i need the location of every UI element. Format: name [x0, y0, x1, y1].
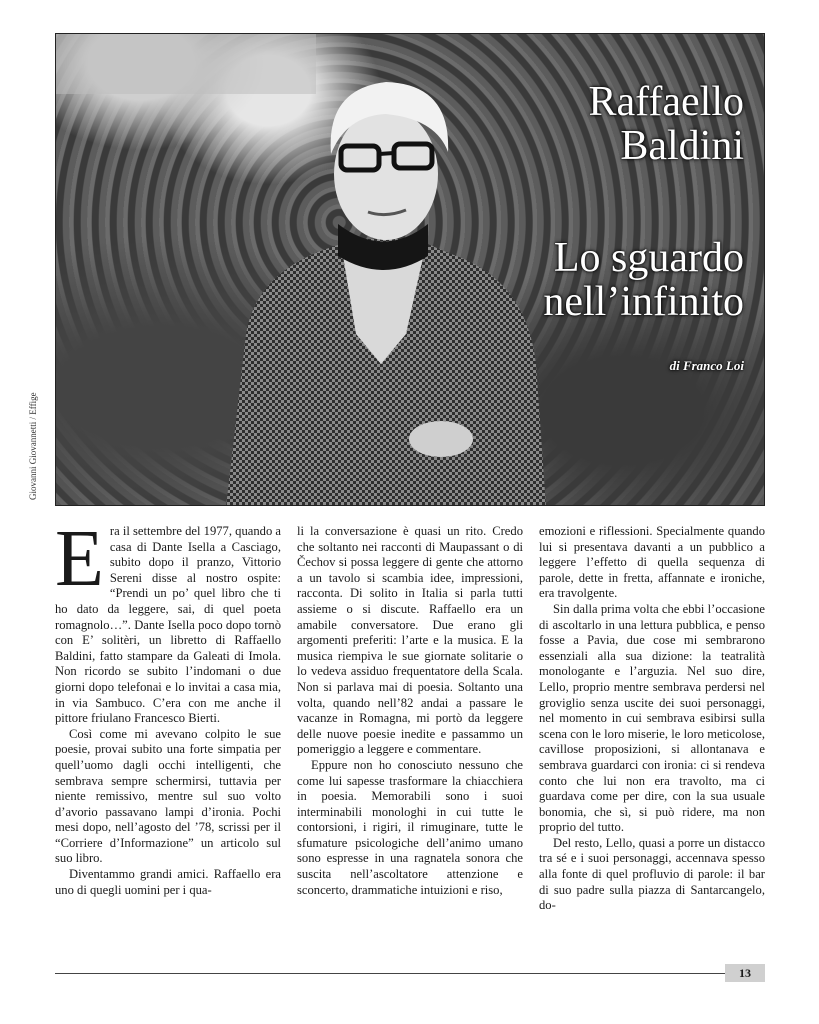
article-column-2 [297, 524, 523, 914]
paragraph: Era il settembre del 1977, quando a casa di Dante Isella a Casciago, subito dopo il pranzo, Vittorio Sereni disse al nostro ospite: “Prendi un po’ quel libro che ti ho dato da leggere, sai, di quel poeta romagnolo…”. Dante Isella poco dopo tornò con E’ solitèri, un libretto di Raffaello Baldini, fatto stampare da Galeati di Imola. Non ricordo se subito l’indomani o due giorni dopo telefonai e lo invitai a casa mia, in via Sambuco. C’era con me anche il pittore friulano Francesco Bierti. [55, 515, 281, 726]
title-name-line-1: Raffaello [588, 79, 744, 125]
article-column-1 [55, 515, 281, 914]
article-title-block [543, 80, 744, 374]
paragraph: emozioni e riflessioni. Specialmente quando lui si presentava davanti a un pubblico a leggere l’effetto di quella sequenza di parole, dette in fretta, affannate e ironiche, era travolgente. [539, 524, 765, 601]
paragraph: Così come mi avevano colpito le sue poesie, provai subito una forte simpatia per quell’uomo dagli occhi intelligenti, che sembrava sempre schermirsi, tuttavia per niente remissivo, mentre sul suo volto d’avorio passavano lampi d’ironia. Pochi mesi dopo, nell’agosto del ’78, scrissi per il “Corriere d’Informazione” un articolo sul suo libro. [55, 726, 281, 866]
paragraph: li la conversazione è quasi un rito. Credo che soltanto nei racconti di Maupassant o di Čechov si possa leggere di gente che attorno a un tavolo si scambia idee, impressioni, racconta. Di solito in Italia si parla tutti assieme o si discute. Raffaello era un amabile conversatore. Due erano gli argomenti preferiti: l’arte e la musica. E la musica riempiva le sue giornate solitarie o lo vedeva assiduo frequentatore della Scala. Non si parlava mai di poesia. Soltanto una volta, quando nell’82 andai a passare le vacanze in Romagna, mi portò da leggere delle nuove poesie inedite e passammo un pomeriggio a leggere e commentare. [297, 524, 523, 757]
paragraph: Diventammo grandi amici. Raffaello era uno di quegli uomini per i qua- [55, 867, 281, 897]
paragraph: Sin dalla prima volta che ebbi l’occasione di ascoltarlo in una lettura pubblica, e penso fosse a Pavia, due cose mi sembrarono essenziali alla sua dizione: la teatralità monologante e l’arguzia. Nel suo dire, Lello, proprio mentre sembrava perdersi nel groviglio senza uscite dei suoi personaggi, nel momento in cui sembrava esibirsi sulla scena con le loro miserie, le loro meticolose, cavillose proposizioni, si allontanava e sembrava guardarci con ironia: ci si rendeva conto che lui non era travolto, ma ci guardava come per dire, con la sua usuale bonomia, che sì, si può ridere, ma non proprio del tutto. [539, 601, 765, 835]
paragraph: Eppure non ho conosciuto nessuno che come lui sapesse trasformare la chiacchiera in poesia. Memorabili sono i suoi interminabili monologhi in cui tutte le contorsioni, i rigiri, il rimuginare, tutte le sfumature psicologiche dell’animo umano sono espresse in una ragnatela sonora che suscita nell’ascoltatore attenzione e sconcerto, drammatiche intuizioni e riso, [297, 757, 523, 897]
author-byline: di Franco Loi [669, 358, 744, 373]
footer-rule [55, 973, 725, 974]
title-name-line-2: Baldini [620, 123, 744, 169]
photo-credit: Giovanni Giovannetti / Effige [28, 392, 38, 500]
article-body [55, 515, 765, 914]
drop-cap: E [55, 515, 104, 603]
article-column-3 [539, 524, 765, 914]
portrait-photo [55, 33, 765, 506]
title-subtitle-line-1: Lo sguardo [553, 235, 744, 281]
title-subtitle-line-2: nell’infinito [543, 279, 744, 325]
paragraph: Del resto, Lello, quasi a porre un distacco tra sé e i suoi personaggi, accennava spesso alla fonte di quel profluvio di parole: il bar di suo padre sulla piazza di Santarcangelo, do- [539, 835, 765, 913]
page-number: 13 [725, 964, 765, 982]
